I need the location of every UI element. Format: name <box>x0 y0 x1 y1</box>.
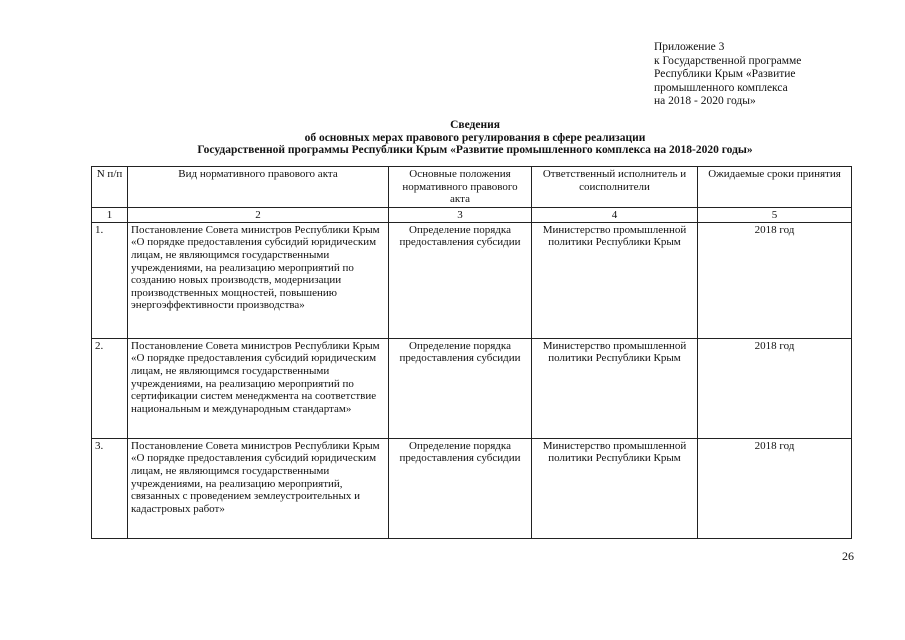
document-heading <box>80 119 870 157</box>
header-term: Ожидаемые сроки принятия <box>698 167 852 208</box>
header-responsible: Ответственный исполнитель и соисполнители <box>532 167 698 208</box>
table-row <box>92 438 852 538</box>
heading-title: Сведения <box>450 119 500 131</box>
row-number: 1. <box>92 222 128 338</box>
responsible-executor: Министерство промышленной политики Республики Крым <box>532 222 698 338</box>
expected-term: 2018 год <box>698 338 852 438</box>
act-provisions: Определение порядка предоставления субсидии <box>389 222 532 338</box>
appendix-note: Приложение 3 к Государственной программе Республики Крым «Развитие промышленного комплекса на 2018 - 2020 годы» <box>654 41 802 107</box>
column-number: 4 <box>532 207 698 222</box>
row-number: 3. <box>92 438 128 538</box>
column-number-row <box>92 207 852 222</box>
legal-measures-table <box>91 166 852 539</box>
heading-subtitle: об основных мерах правового регулирования в сфере реализации <box>304 131 646 144</box>
table-header-row <box>92 167 852 208</box>
act-type: Постановление Совета министров Республики Крым «О порядке предоставления субсидий юридическим лицам, не являющимся государственными учреждениями, на реализацию мероприятий по созданию новых производств, модернизации производственных мощностей, повышению энергоэффективности производства» <box>128 222 389 338</box>
column-number: 3 <box>389 207 532 222</box>
heading-program: Государственной программы Республики Крым «Развитие промышленного комплекса на 2018-2020 годы» <box>197 144 753 156</box>
expected-term: 2018 год <box>698 222 852 338</box>
header-provisions: Основные положения нормативного правового акта <box>389 167 532 208</box>
expected-term: 2018 год <box>698 438 852 538</box>
act-type: Постановление Совета министров Республики Крым «О порядке предоставления субсидий юридическим лицам, не являющимся государственными учреждениями, на реализацию мероприятий, связанных с проведением землеустроительных и кадастровых работ» <box>128 438 389 538</box>
act-provisions: Определение порядка предоставления субсидии <box>389 338 532 438</box>
table-row <box>92 338 852 438</box>
table-row <box>92 222 852 338</box>
act-type: Постановление Совета министров Республики Крым «О порядке предоставления субсидий юридическим лицам, не являющимся государственными учреждениями, на реализацию мероприятий по сертификации систем менеджмента на соответствие национальным и международным стандартам» <box>128 338 389 438</box>
responsible-executor: Министерство промышленной политики Республики Крым <box>532 338 698 438</box>
act-provisions: Определение порядка предоставления субсидии <box>389 438 532 538</box>
column-number: 1 <box>92 207 128 222</box>
column-number: 2 <box>128 207 389 222</box>
row-number: 2. <box>92 338 128 438</box>
page-number: 26 <box>842 549 854 563</box>
header-act: Вид нормативного правового акта <box>128 167 389 208</box>
header-no: N п/п <box>92 167 128 208</box>
column-number: 5 <box>698 207 852 222</box>
responsible-executor: Министерство промышленной политики Республики Крым <box>532 438 698 538</box>
